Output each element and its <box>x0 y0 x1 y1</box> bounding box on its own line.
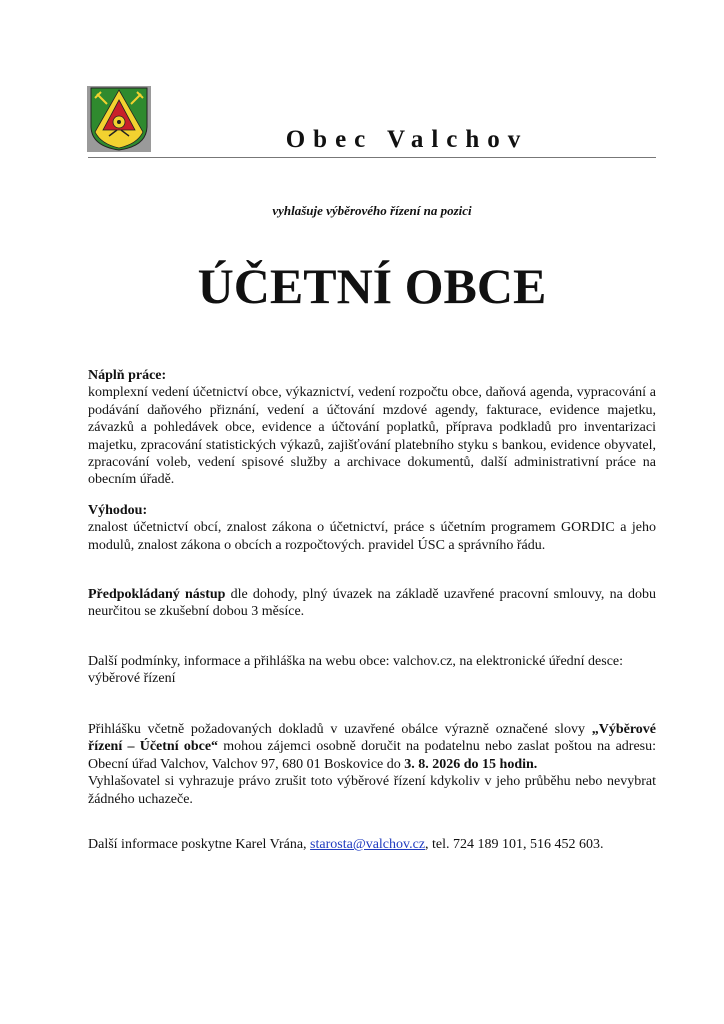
advantage-text: znalost účetnictví obcí, znalost zákona o účetnictví, práce s účetním programem GORDIC a jeho modulů, znalost zákona o obcích a rozpočtových. pravidel ÚSC a správního řádu. <box>88 520 656 553</box>
start-section <box>88 586 656 621</box>
reservation-text: Vyhlašovatel si vyhrazuje právo zrušit toto výběrové řízení kdykoliv v jeho průběhu nebo nevybrat žádného uchazeče. <box>88 774 656 807</box>
application-text-1: Přihlášku včetně požadovaných dokladů v uzavřené obálce výrazně označené slovy <box>88 722 592 737</box>
application-text-2: mohou zájemci osobně doručit na podatelnu nebo zaslat poštou na adresu: Obecní úřad Valchov, Valchov 97, 680 01 Boskovice do <box>88 739 656 772</box>
start-heading: Předpokládaný nástup <box>88 587 226 602</box>
start-text: dle dohody, plný úvazek na základě uzavřené pracovní smlouvy, na dobu neurčitou se zkušební dobou 3 měsíce. <box>88 587 656 620</box>
organization-name: Obec Valchov <box>285 126 529 153</box>
conditions-section <box>88 653 656 688</box>
job-content-section <box>88 367 656 489</box>
contact-prefix: Další informace poskytne Karel Vrána, <box>88 837 311 852</box>
contact-section <box>88 836 656 853</box>
header-divider <box>88 157 656 158</box>
application-label: „Výběrové řízení – Účetní obce“ <box>88 722 656 755</box>
conditions-text: Další podmínky, informace a přihláška na webu obce: valchov.cz, na elektronické úřední desce: výběrové řízení <box>88 654 624 687</box>
application-deadline: 3. 8. 2026 do 15 hodin. <box>404 756 538 772</box>
application-section <box>88 721 656 808</box>
advantage-heading: Výhodou: <box>88 503 148 518</box>
contact-suffix: , tel. 724 189 101, 516 452 603. <box>425 837 604 852</box>
position-title: ÚČETNÍ OBCE <box>197 258 547 314</box>
job-content-text: komplexní vedení účetnictví obce, výkaznictví, vedení rozpočtu obce, daňová agenda, vypracování a podávání daňového přiznání, vedení a účtování mzdové agendy, fakturace, evidence majetku, závazků a pohledávek obce, evidence a účtování poplatků, příprava podkladů pro inventarizaci majetku, zpracování statistických výkazů, zajišťování platebního styku s bankou, evidence obyvatel, zpracování voleb, vedení spisové služby a archivace dokumentů, další administrativní práce na obecním úřadě. <box>88 385 656 488</box>
contact-email-link[interactable]: starosta@valchov.cz <box>310 837 426 852</box>
announcement-subtitle: vyhlašuje výběrového řízení na pozici <box>272 203 472 218</box>
advantage-section <box>88 502 656 554</box>
job-content-heading: Náplň práce: <box>88 368 167 383</box>
